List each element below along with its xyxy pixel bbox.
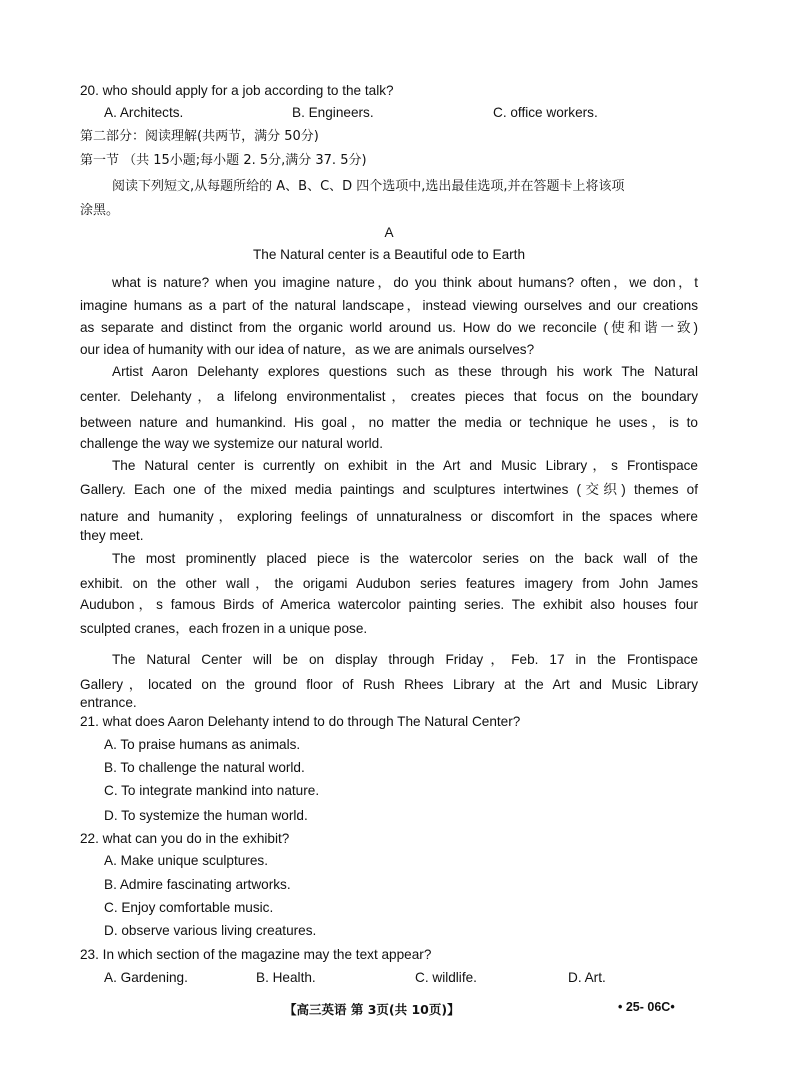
question-21-stem: 21. what does Aaron Delehanty intend to do through The Natural Center? [80, 714, 521, 729]
passage-line: our idea of humanity with our idea of nature，as we are animals ourselves? [80, 342, 535, 357]
passage-line: challenge the way we systemize our natural world. [80, 436, 383, 451]
question-20-stem: 20. who should apply for a job according to the talk? [80, 83, 394, 98]
page-footer-code: • 25- 06C• [618, 1000, 675, 1014]
q22-option-a: A. Make unique sculptures. [104, 853, 268, 868]
passage-line: exhibit. on the other wall，the origami Audubon series features imagery from John James [80, 576, 698, 591]
passage-line: sculpted cranes，each frozen in a unique pose. [80, 621, 368, 636]
passage-line: entrance. [80, 695, 137, 710]
passage-letter: A [384, 225, 394, 240]
page-footer-label: 【高三英语 第 3页(共 10页)】 [284, 1002, 460, 1017]
instruction-line-1: 阅读下列短文,从每题所给的 A、B、C、D 四个选项中,选出最佳选项,并在答题卡上将该项 [112, 179, 625, 194]
q21-option-d: D. To systemize the human world. [104, 808, 308, 823]
part2-title: 第二部分：阅读理解(共两节，满分 50分) [80, 129, 319, 144]
q22-option-d: D. observe various living creatures. [104, 923, 317, 938]
q23-option-d: D. Art. [568, 970, 606, 985]
passage-line: as separate and distinct from the organic world around us. How do we reconcile (使和谐一致) [80, 320, 698, 335]
passage-title: The Natural center is a Beautiful ode to Earth [252, 247, 526, 262]
passage-line: imagine humans as a part of the natural landscape，instead viewing ourselves and our creations [80, 298, 698, 313]
q21-option-a: A. To praise humans as animals. [104, 737, 301, 752]
passage-line: The Natural center is currently on exhibit in the Art and Music Library，s Frontispace [112, 458, 698, 473]
question-22-stem: 22. what can you do in the exhibit? [80, 831, 290, 846]
passage-line: nature and humanity，exploring feelings of unnaturalness or discomfort in the spaces where [80, 509, 698, 524]
passage-line: center. Delehanty，a lifelong environmentalist，creates pieces that focus on the boundary [80, 389, 698, 404]
q22-option-b: B. Admire fascinating artworks. [104, 877, 291, 892]
passage-line: Gallery，located on the ground floor of Rush Rhees Library at the Art and Music Library [80, 677, 698, 692]
question-23-stem: 23. In which section of the magazine may the text appear? [80, 947, 432, 962]
section1-title: 第一节 （共 15小题;每小题 2. 5分,满分 37. 5分) [80, 153, 367, 168]
passage-line: they meet. [80, 528, 144, 543]
q23-option-c: C. wildlife. [415, 970, 477, 985]
passage-line: what is nature? when you imagine nature，do you think about humans? often，we don，t [112, 275, 698, 290]
passage-line: Artist Aaron Delehanty explores questions such as these through his work The Natural [112, 364, 698, 379]
passage-line: Audubon，s famous Birds of America watercolor painting series. The exhibit also houses four [80, 597, 698, 612]
passage-line: Gallery. Each one of the mixed media paintings and sculptures intertwines (交织) themes of [80, 482, 698, 497]
q20-option-a: A. Architects. [104, 105, 184, 120]
q21-option-b: B. To challenge the natural world. [104, 760, 305, 775]
q21-option-c: C. To integrate mankind into nature. [104, 783, 320, 798]
passage-line: The Natural Center will be on display through Friday，Feb. 17 in the Frontispace [112, 652, 698, 667]
q22-option-c: C. Enjoy comfortable music. [104, 900, 274, 915]
q20-option-b: B. Engineers. [292, 105, 374, 120]
instruction-line-2: 涂黑。 [80, 203, 120, 218]
q23-option-b: B. Health. [256, 970, 316, 985]
q20-option-c: C. office workers. [493, 105, 598, 120]
passage-line: between nature and humankind. His goal，no matter the media or technique he uses，is to [80, 415, 698, 430]
q23-option-a: A. Gardening. [104, 970, 188, 985]
passage-line: The most prominently placed piece is the watercolor series on the back wall of the [112, 551, 698, 566]
